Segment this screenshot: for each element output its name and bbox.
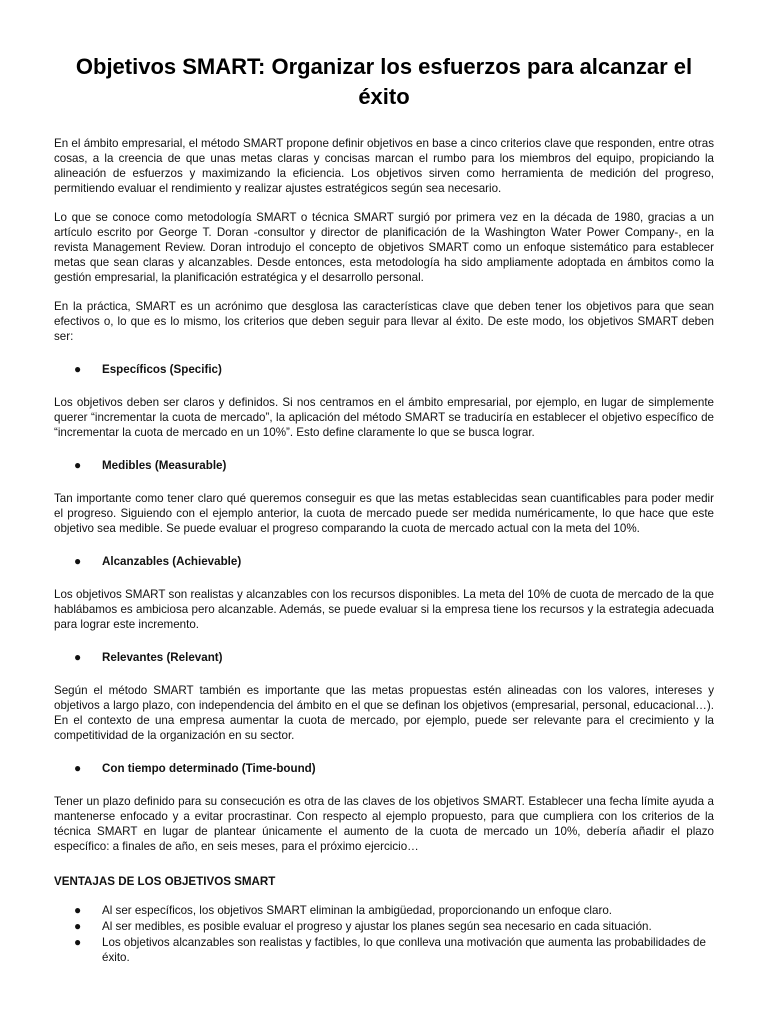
intro-paragraph-1: En el ámbito empresarial, el método SMART propone definir objetivos en base a cinco criterios clave que responden, entre otras cosas, a la creencia de que unas metas claras y concisas marcan el rumbo para los miembros del equipo, propiciando la alineación de esfuerzos y maximizando la eficiencia. Los objetivos sirven como herramienta de medición del progreso, permitiendo evaluar el rendimiento y realizar ajustes estratégicos según sea necesario. <box>54 137 714 195</box>
bullet-icon: ● <box>74 903 82 917</box>
criterion-heading-text: Con tiempo determinado (Time-bound) <box>102 762 316 775</box>
bullet-icon: ● <box>74 554 82 568</box>
list-item <box>74 903 714 918</box>
criterion-heading-achievable <box>74 554 714 569</box>
criterion-paragraph-measurable: Tan importante como tener claro qué queremos conseguir es que las metas establecidas sean cuantificables para poder medir el progreso. Siguiendo con el ejemplo anterior, la cuota de mercado puede ser medida numéricamente, lo que hace que este objetivo sea medible. Se puede evaluar el progreso comparando la cuota de mercado actual con la meta del 10%. <box>54 492 714 535</box>
criterion-paragraph-time-bound: Tener un plazo definido para su consecución es otra de las claves de los objetivos SMART. Establecer una fecha límite ayuda a mantenerse enfocado y a evitar procrastinar. Con respecto al ejemplo propuesto, para que cumpliera con los criterios de la técnica SMART en lugar de plantear únicamente el aumento de la cuota de mercado un 10%, debería añadir el plazo específico: a finales de año, en seis meses, para el próximo ejercicio… <box>54 795 714 853</box>
intro-paragraph-2: Lo que se conoce como metodología SMART o técnica SMART surgió por primera vez en la década de 1980, gracias a un artículo escrito por George T. Doran -consultor y director de planificación de la Washington Water Power Company-, en la revista Management Review. Doran introdujo el concepto de objetivos SMART como un enfoque sistemático para establecer metas que sean claras y alcanzables. Desde entonces, esta metodología ha sido ampliamente adoptada en ámbitos como la gestión empresarial, la planificación estratégica y el desarrollo personal. <box>54 211 714 284</box>
list-item <box>74 919 714 934</box>
bullet-icon: ● <box>74 362 82 376</box>
list-item-text: Los objetivos alcanzables son realistas y factibles, lo que conlleva una motivación que aumenta las probabilidades de éxito. <box>102 936 706 964</box>
intro-paragraph-3: En la práctica, SMART es un acrónimo que desglosa las características clave que deben tener los objetivos para que sean efectivos o, lo que es lo mismo, los criterios que deben seguir para llevar al éxito. De este modo, los objetivos SMART deben ser: <box>54 300 714 343</box>
list-item-text: Al ser específicos, los objetivos SMART eliminan la ambigüedad, proporcionando un enfoque claro. <box>102 904 612 917</box>
advantages-list <box>54 903 714 965</box>
criterion-heading-relevant <box>74 650 714 665</box>
criterion-paragraph-specific: Los objetivos deben ser claros y definidos. Si nos centramos en el ámbito empresarial, por ejemplo, en lugar de simplemente querer “incrementar la cuota de mercado”, la aplicación del método SMART se traduciría en establecer el objetivo específico de “incrementar la cuota de mercado en un 10%”. Esto define claramente lo que se busca lograr. <box>54 396 714 439</box>
bullet-icon: ● <box>74 919 82 933</box>
criterion-heading-text: Alcanzables (Achievable) <box>102 555 242 568</box>
criterion-heading-text: Medibles (Measurable) <box>102 459 227 472</box>
bullet-icon: ● <box>74 458 82 472</box>
criterion-heading-measurable <box>74 458 714 473</box>
list-item <box>74 935 714 965</box>
document-title: Objetivos SMART: Organizar los esfuerzos para alcanzar el éxito <box>75 54 693 109</box>
criterion-heading-specific <box>74 362 714 377</box>
criterion-paragraph-achievable: Los objetivos SMART son realistas y alcanzables con los recursos disponibles. La meta del 10% de cuota de mercado de la que hablábamos es ambiciosa pero alcanzable. Además, se puede evaluar si la empresa tiene los recursos y la estrategia adecuada para lograr este incremento. <box>54 588 714 631</box>
list-item-text: Al ser medibles, es posible evaluar el progreso y ajustar los planes según sea necesario en cada situación. <box>102 920 652 933</box>
bullet-icon: ● <box>74 650 82 664</box>
criterion-heading-time-bound <box>74 761 714 776</box>
bullet-icon: ● <box>74 935 82 949</box>
criterion-paragraph-relevant: Según el método SMART también es importante que las metas propuestas estén alineadas con los valores, intereses y objetivos a largo plazo, con independencia del ámbito en el que se definan los objetivos (empresarial, personal, educacional…). En el contexto de una empresa aumentar la cuota de mercado, por ejemplo, puede ser relevante para el crecimiento y la competitividad de la organización en su sector. <box>54 684 714 742</box>
bullet-icon: ● <box>74 761 82 775</box>
advantages-title: VENTAJAS DE LOS OBJETIVOS SMART <box>54 875 276 888</box>
criterion-heading-text: Específicos (Specific) <box>102 363 222 376</box>
criterion-heading-text: Relevantes (Relevant) <box>102 651 223 664</box>
